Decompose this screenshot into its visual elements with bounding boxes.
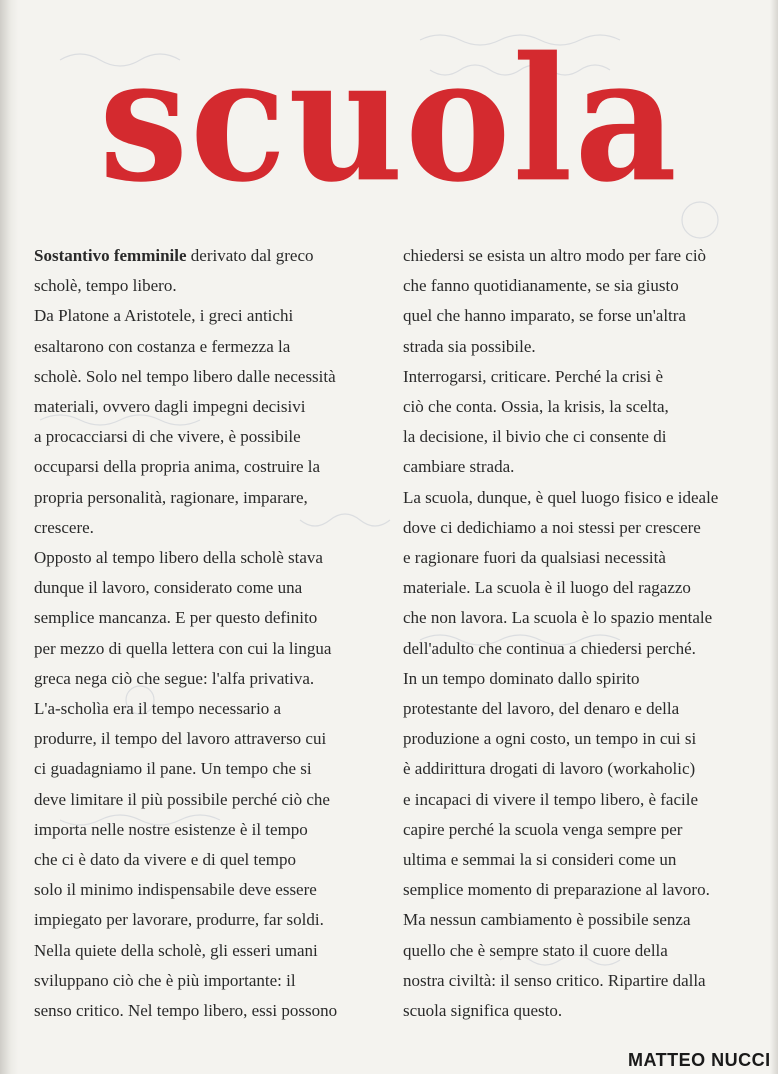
text-line: a procacciarsi di che vivere, è possibile — [34, 427, 301, 447]
text-line: è addirittura drogati di lavoro (workaholic) — [403, 759, 696, 779]
text-line: In un tempo dominato dallo spirito — [403, 668, 640, 688]
text-line: greca nega ciò che segue: l'alfa privativa. — [34, 668, 315, 688]
text-line: e incapaci di vivere il tempo libero, è facile — [403, 789, 699, 809]
text-line: quello che è sempre stato il cuore della — [403, 940, 668, 960]
text-line: occuparsi della propria anima, costruire la — [34, 457, 321, 477]
text-line: dell'adulto che continua a chiedersi perché. — [403, 638, 696, 658]
text-line: nostra civiltà: il senso critico. Ripartire dalla — [403, 970, 706, 990]
text-line: Interrogarsi, criticare. Perché la crisi è — [403, 366, 664, 386]
text-line: scholè, tempo libero. — [34, 276, 177, 296]
text-line: Nella quiete della scholè, gli esseri umani — [34, 940, 318, 960]
text-line: e ragionare fuori da qualsiasi necessità — [403, 548, 666, 568]
text-line: dunque il lavoro, considerato come una — [34, 578, 303, 598]
text-line: propria personalità, ragionare, imparare, — [34, 487, 308, 507]
text-line: Opposto al tempo libero della scholè stava — [34, 548, 323, 568]
text-line: scholè. Solo nel tempo libero dalle necessità — [34, 366, 336, 386]
article-column-left — [34, 241, 394, 1026]
text-line: semplice mancanza. E per questo definito — [34, 608, 318, 628]
text-line: per mezzo di quella lettera con cui la lingua — [34, 638, 332, 658]
text-line: cambiare strada. — [403, 457, 515, 477]
text-line: ciò che conta. Ossia, la krisis, la scelta, — [403, 397, 669, 417]
text-line: sviluppano ciò che è più importante: il — [34, 970, 296, 990]
text-line: capire perché la scuola venga sempre per — [403, 819, 683, 839]
text-line: quel che hanno imparato, se forse un'altra — [403, 306, 686, 326]
text-line: Sostantivo femminile derivato dal greco — [34, 246, 314, 265]
lead-term: Sostantivo femminile — [34, 246, 187, 265]
text-line: che ci è dato da vivere e di quel tempo — [34, 850, 296, 870]
text-line: Da Platone a Aristotele, i greci antichi — [34, 306, 294, 326]
text-line: semplice momento di preparazione al lavoro. — [403, 880, 710, 900]
text-line: impiegato per lavorare, produrre, far soldi. — [34, 910, 324, 930]
text-line: crescere. — [34, 517, 94, 537]
text-line: Ma nessun cambiamento è possibile senza — [403, 910, 691, 930]
text-line: solo il minimo indispensabile deve essere — [34, 880, 317, 900]
text-line: deve limitare il più possibile perché ciò che — [34, 789, 330, 809]
text-line: la decisione, il bivio che ci consente di — [403, 427, 667, 447]
text-line: protestante del lavoro, del denaro e della — [403, 699, 680, 719]
text-line: produzione a ogni costo, un tempo in cui si — [403, 729, 697, 749]
text-line: chiedersi se esista un altro modo per fare ciò — [403, 246, 707, 265]
text-line: materiale. La scuola è il luogo del ragazzo — [403, 578, 691, 598]
text-line: strada sia possibile. — [403, 336, 536, 356]
text-line: produrre, il tempo del lavoro attraverso cui — [34, 729, 327, 749]
text-line: materiali, ovvero dagli impegni decisivi — [34, 397, 306, 417]
text-line: che non lavora. La scuola è lo spazio mentale — [403, 608, 713, 628]
text-line: La scuola, dunque, è quel luogo fisico e ideale — [403, 487, 719, 507]
text-line: esaltarono con costanza e fermezza la — [34, 336, 291, 356]
text-line: ultima e semmai la si consideri come un — [403, 850, 677, 870]
text-line: L'a-scholìa era il tempo necessario a — [34, 699, 282, 719]
text-line: importa nelle nostre esistenze è il tempo — [34, 819, 308, 839]
article-column-right — [403, 241, 763, 1026]
text-line: che fanno quotidianamente, se sia giusto — [403, 276, 679, 296]
text-line: scuola significa questo. — [403, 1001, 563, 1021]
text-line: senso critico. Nel tempo libero, essi possono — [34, 1001, 338, 1021]
text-line: dove ci dedichiamo a noi stessi per crescere — [403, 517, 701, 537]
author-byline: MATTEO NUCCI — [628, 1050, 771, 1070]
page-title: scuola — [99, 20, 679, 221]
text-line: ci guadagniamo il pane. Un tempo che si — [34, 759, 312, 779]
